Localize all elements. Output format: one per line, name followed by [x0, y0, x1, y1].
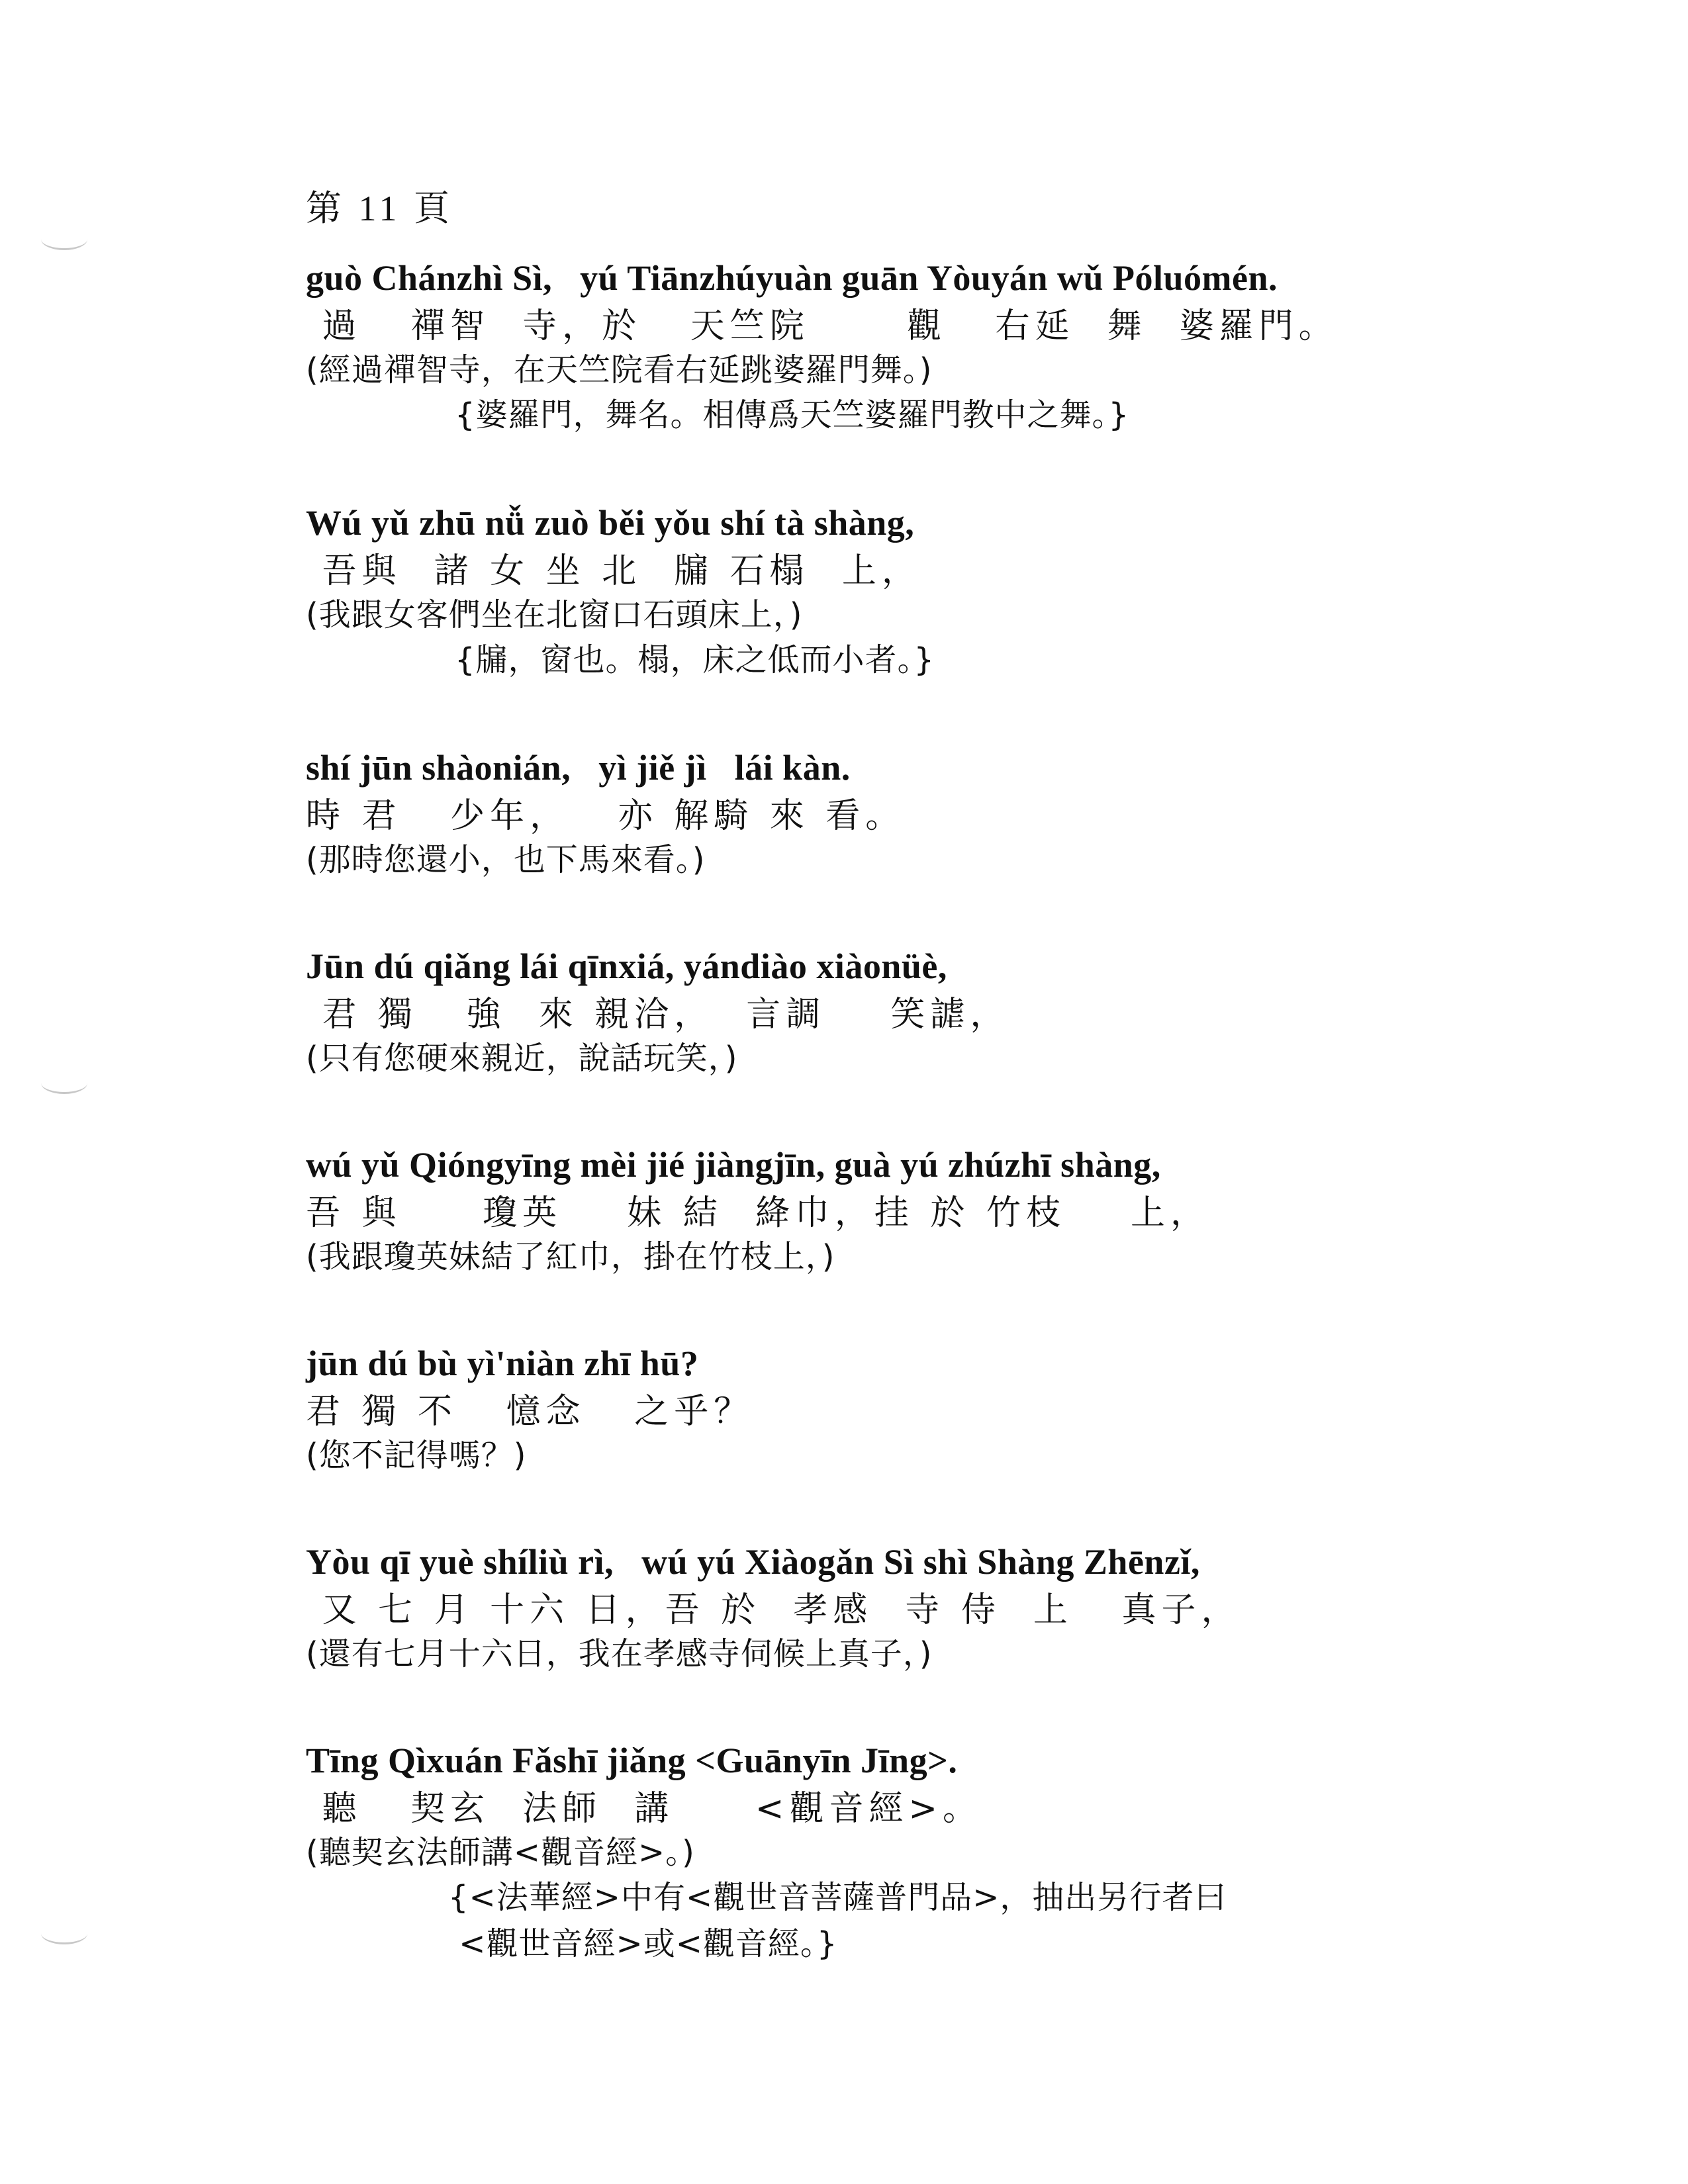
verse-block — [306, 251, 1603, 438]
chinese-line: 君 獨 不 憶念 之乎？ — [306, 1392, 754, 1432]
pinyin-line: Jūn dú qiǎng lái qīnxiá, yándiào xiàonüè, — [306, 946, 947, 986]
verse-block — [306, 1337, 1603, 1477]
pinyin-line: shí jūn shàonián, yì jiě jì lái kàn. — [306, 748, 851, 788]
translation-line: (只有您硬來親近，說話玩笑，) — [306, 1040, 738, 1077]
verse-block — [306, 1138, 1603, 1279]
chinese-line: 吾 與 瓊英 妹 結 絳巾，挂 於 竹枝 上， — [306, 1193, 1211, 1233]
verse-block — [306, 1535, 1603, 1676]
verse-block — [306, 1734, 1603, 1967]
chinese-line: 時 君 少年， 亦 解騎 來 看。 — [306, 796, 906, 836]
hole-punch-mark — [41, 228, 87, 250]
annotation-note: {婆羅門，舞名。相傳爲天竺婆羅門教中之舞。} — [455, 396, 1130, 433]
pinyin-line: jūn dú bù yì'niàn zhī hū? — [306, 1343, 699, 1383]
verse-block — [306, 496, 1603, 683]
verse-block — [306, 940, 1603, 1080]
chinese-line: 又 七 月 十六 日，吾 於 孝感 寺 侍 上 真子， — [306, 1590, 1241, 1630]
annotation-note: {<法華經>中有<觀世音菩薩普門品>，抽出另行者曰 — [448, 1879, 1227, 1916]
pinyin-line: Wú yǔ zhū nǚ zuò běi yǒu shí tà shàng, — [306, 503, 915, 543]
translation-line: (還有七月十六日，我在孝感寺伺候上真子，) — [306, 1635, 933, 1672]
translation-line: (經過禪智寺，在天竺院看右延跳婆羅門舞。) — [306, 351, 933, 388]
chinese-line: 君 獨 強 來 親洽， 言調 笑謔， — [306, 995, 1010, 1034]
chinese-line: 過 禪智 寺，於 天竺院 觀 右延 舞 婆羅門。 — [306, 306, 1338, 346]
annotation-note: <觀世音經>或<觀音經。} — [448, 1925, 838, 1962]
translation-line: (那時您還小，也下馬來看。) — [306, 841, 706, 878]
annotation-note: {牖，窗也。榻，床之低而小者。} — [455, 641, 935, 678]
verse-list — [306, 251, 1603, 2025]
chinese-line: 聽 契玄 法師 講 <觀音經>。 — [306, 1789, 983, 1829]
page-number: 第 11 頁 — [306, 189, 453, 228]
verse-block — [306, 741, 1603, 882]
hole-punch-mark — [41, 1923, 87, 1944]
translation-line: (聽契玄法師講<觀音經>。) — [306, 1834, 695, 1871]
pinyin-line: Yòu qī yuè shíliù rì, wú yú Xiàogǎn Sì shì Shàng Zhēnzǐ, — [306, 1542, 1200, 1582]
hole-punch-mark — [41, 1072, 87, 1094]
pinyin-line: wú yǔ Qióngyīng mèi jié jiàngjīn, guà yú zhúzhī shàng, — [306, 1145, 1161, 1185]
translation-line: (我跟瓊英妹結了紅巾，掛在竹枝上，) — [306, 1238, 835, 1275]
translation-line: (我跟女客們坐在北窗口石頭床上，) — [306, 596, 803, 633]
chinese-line: 吾與 諸 女 坐 北 牖 石榻 上， — [306, 551, 921, 591]
pinyin-line: Tīng Qìxuán Fǎshī jiǎng <Guānyīn Jīng>. — [306, 1741, 958, 1780]
pinyin-line: guò Chánzhì Sì, yú Tiānzhúyuàn guān Yòuyán wǔ Póluómén. — [306, 258, 1278, 298]
translation-line: (您不記得嗎？) — [306, 1437, 527, 1474]
